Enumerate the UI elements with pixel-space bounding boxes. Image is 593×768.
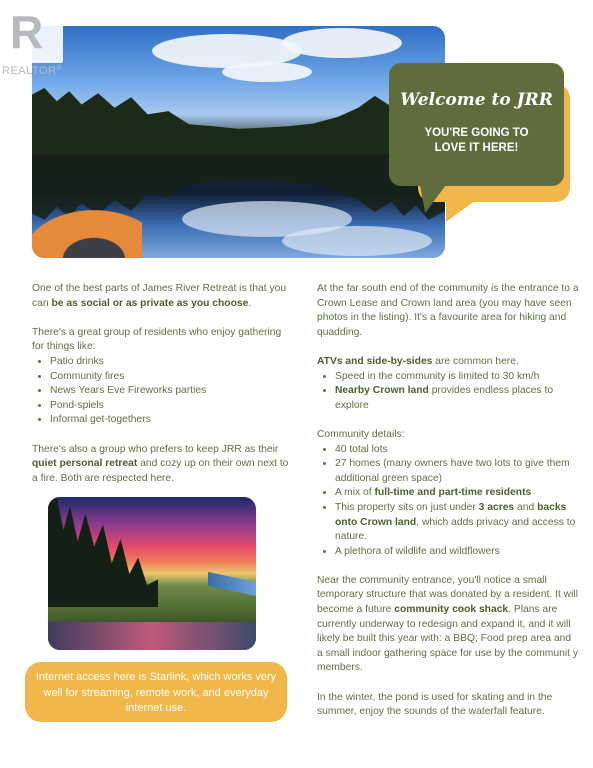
cook-shack-paragraph: Near the community entrance, you'll notice a small temporary structure that was donated by a resident. It will become a future community cook shack. Plans are currently underway to redesign and expand it, and it will likely be built this year with: a BBQ; Food prep area and a small indoor gathering space for use by the communit y members. xyxy=(317,574,578,674)
list-item: • 40 total lots xyxy=(335,443,579,458)
list-item: • 27 homes (many owners have two lots to give them additional green space) xyxy=(335,457,579,486)
left-column xyxy=(32,282,294,486)
list-item: • News Years Eve Fireworks parties xyxy=(50,384,294,399)
list-item: • Community fires xyxy=(50,370,294,385)
sunset-photo xyxy=(48,497,256,650)
crown-land-paragraph: At the far south end of the community is the entrance to a Crown Lease and Crown land area (you may have seen photos in the listing). It's a favourite area for hiking and quadding. xyxy=(317,283,579,338)
hero-lake-photo xyxy=(32,26,445,258)
right-column xyxy=(317,282,579,720)
list-item: • Informal get-togethers xyxy=(50,413,294,428)
welcome-title: Welcome to JRR xyxy=(400,90,553,110)
details-heading: Community details: xyxy=(317,428,405,440)
list-item: • A plethora of wildlife and wildflowers xyxy=(335,545,579,560)
private-paragraph: There's also a group who prefers to keep JRR as their quiet personal retreat and cozy up on their own next to a fire. Both are respected here. xyxy=(32,443,289,484)
gathering-paragraph: There's a great group of residents who enjoy gathering for things like: xyxy=(32,326,282,353)
atv-heading: ATVs and side-by-sides are common here. xyxy=(317,355,519,367)
list-item: • Nearby Crown land provides endless places to explore xyxy=(335,384,579,413)
starlink-note-text: Internet access here is Starlink, which works very well for streaming, remote work, and everyday internet use. xyxy=(35,671,277,714)
list-item: • This property sits on just under 3 acres and backs onto Crown land, which adds privacy and access to nature. xyxy=(335,501,579,545)
bridge xyxy=(208,572,256,596)
list-item: • Speed in the community is limited to 30 km/h xyxy=(335,370,579,385)
kayak-bow xyxy=(32,210,142,258)
gathering-list xyxy=(32,355,294,428)
realtor-logo-mark: R xyxy=(10,6,44,58)
realtor-logo-text: REALTOR® xyxy=(2,65,63,77)
welcome-callout xyxy=(389,63,564,186)
details-list xyxy=(317,443,579,560)
welcome-subtitle: YOU'RE GOING TO LOVE IT HERE! xyxy=(424,127,529,154)
list-item: • Pond-spiels xyxy=(50,399,294,414)
winter-paragraph: In the winter, the pond is used for skating and in the summer, enjoy the sounds of the waterfall feature. xyxy=(317,691,553,718)
list-item: • Patio drinks xyxy=(50,355,294,370)
intro-paragraph: One of the best parts of James River Retreat is that you can be as social or as private as you choose. xyxy=(32,283,287,309)
list-item: • A mix of full-time and part-time residents xyxy=(335,486,579,501)
atv-list xyxy=(317,370,579,414)
